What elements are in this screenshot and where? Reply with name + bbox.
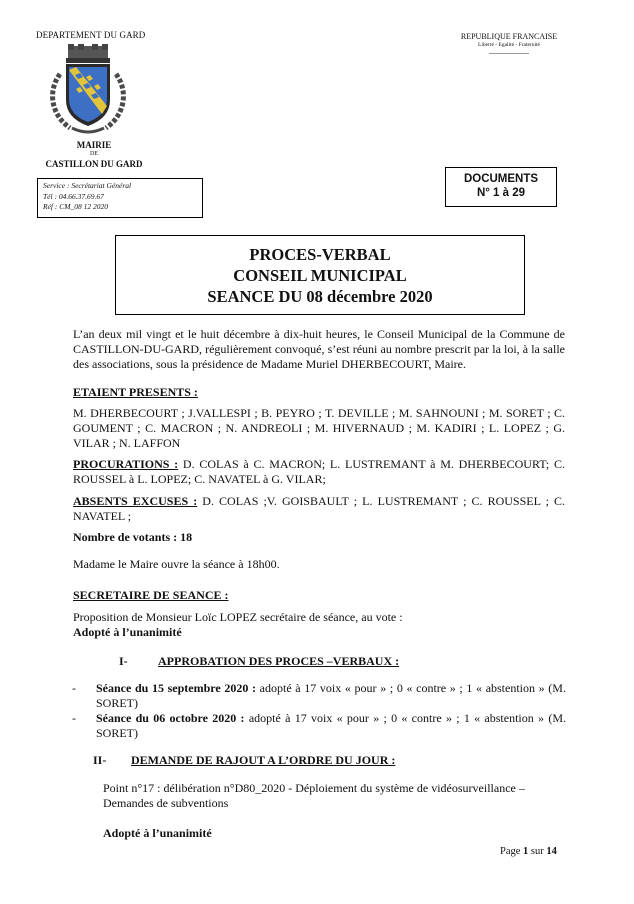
- procurations-text: D. COLAS à C. MACRON; L. LUSTREMANT à M. DHERBECOURT; C. ROUSSEL à L. LOPEZ; C. NAVATEL à G. VILAR;: [73, 457, 565, 486]
- motto-rule: [489, 53, 529, 54]
- item1-label: Séance du 15 septembre 2020 :: [96, 681, 257, 695]
- coat-of-arms-logo: [46, 44, 130, 136]
- title-line3: SEANCE DU 08 décembre 2020: [207, 287, 433, 306]
- ref-line: Réf : CM_08 12 2020: [43, 202, 108, 211]
- page-total: 14: [546, 846, 557, 857]
- secretaire-heading: SECRETAIRE DE SEANCE :: [73, 588, 229, 602]
- republic-header: [456, 32, 562, 54]
- republic-label: REPUBLIQUE FRANCAISE: [460, 32, 558, 41]
- adopted-secretaire: Adopté à l’unanimité: [73, 625, 182, 639]
- service-line: Service : Secrétariat Général: [43, 181, 132, 190]
- procurations-paragraph: [73, 457, 565, 487]
- documents-label: DOCUMENTS: [463, 173, 539, 185]
- mairie-name: [34, 139, 154, 170]
- intro-paragraph: L’an deux mil vingt et le huit décembre à dix-huit heures, le Conseil Municipal de la Commune de CASTILLON-DU-GARD, régulièrement convoqué, s’est réuni au nombre prescrit par la loi, à la salle des associations, sous la présidence de Madame Muriel DHERBECOURT, Maire.: [73, 327, 565, 371]
- mairie-line3: CASTILLON DU GARD: [45, 159, 143, 169]
- presents-list: M. DHERBECOURT ; J.VALLESPI ; B. PEYRO ; T. DEVILLE ; M. SAHNOUNI ; M. SORET ; C. GOUMENT ; C. MACRON ; N. ANDREOLI ; M. HIVERNAUD ; M. KADIRI ; L. LOPEZ ; G. VILAR ; N. LAFFON: [73, 406, 565, 450]
- page-number: [500, 846, 557, 857]
- page-current: 1: [523, 846, 529, 857]
- republic-motto: Liberté - Egalité - Fraternité: [478, 42, 540, 48]
- mairie-line1: MAIRIE: [76, 140, 112, 150]
- votants-count: Nombre de votants : 18: [73, 530, 193, 544]
- section1-number: I-: [119, 654, 128, 668]
- item2-text: adopté à 17 voix « pour » ; 0 « contre » ; 1 « abstention » (M. SORET): [96, 711, 566, 740]
- secretaire-proposal: Proposition de Monsieur Loïc LOPEZ secrétaire de séance, au vote :: [73, 610, 403, 624]
- department-label: DEPARTEMENT DU GARD: [36, 30, 146, 40]
- bullet-dash-1: -: [72, 681, 76, 695]
- title-box: [115, 235, 525, 315]
- tel-line: Tél : 04.66.37.69.67: [43, 191, 104, 201]
- title-line2: CONSEIL MUNICIPAL: [233, 266, 407, 285]
- section1-title: APPROBATION DES PROCES –VERBAUX :: [158, 654, 400, 668]
- adopted-point17: Adopté à l’unanimité: [103, 826, 212, 840]
- absents-text: D. COLAS ;V. GOISBAULT ; L. LUSTREMANT ; C. ROUSSEL ; C. NAVATEL ;: [73, 494, 565, 523]
- item2-label: Séance du 06 octobre 2020 :: [96, 711, 245, 725]
- point17-paragraph: Point n°17 : délibération n°D80_2020 - Déploiement du système de vidéosurveillance – Demandes de subventions: [103, 781, 525, 810]
- opening-line: Madame le Maire ouvre la séance à 18h00.: [73, 557, 280, 571]
- page-mid: sur: [528, 846, 547, 857]
- approval-item-september: [96, 681, 566, 711]
- documents-range: N° 1 à 29: [476, 187, 526, 199]
- absents-heading: ABSENTS EXCUSES :: [73, 494, 198, 508]
- section2-number: II-: [93, 753, 107, 767]
- mairie-line2: DE: [90, 151, 98, 157]
- presents-heading: ETAIENT PRESENTS :: [73, 385, 198, 399]
- bullet-dash-2: -: [72, 711, 76, 725]
- title-line1: PROCES-VERBAL: [249, 245, 391, 264]
- page-prefix: Page: [500, 846, 524, 857]
- section2-title: DEMANDE DE RAJOUT A L’ORDRE DU JOUR :: [131, 753, 396, 767]
- documents-box: [445, 167, 557, 207]
- item1-text: adopté à 17 voix « pour » ; 0 « contre » ; 1 « abstention » (M. SORET): [96, 681, 566, 710]
- service-box: [37, 178, 203, 218]
- absents-paragraph: [73, 494, 565, 524]
- approval-item-october: [96, 711, 566, 741]
- procurations-heading: PROCURATIONS :: [73, 457, 179, 471]
